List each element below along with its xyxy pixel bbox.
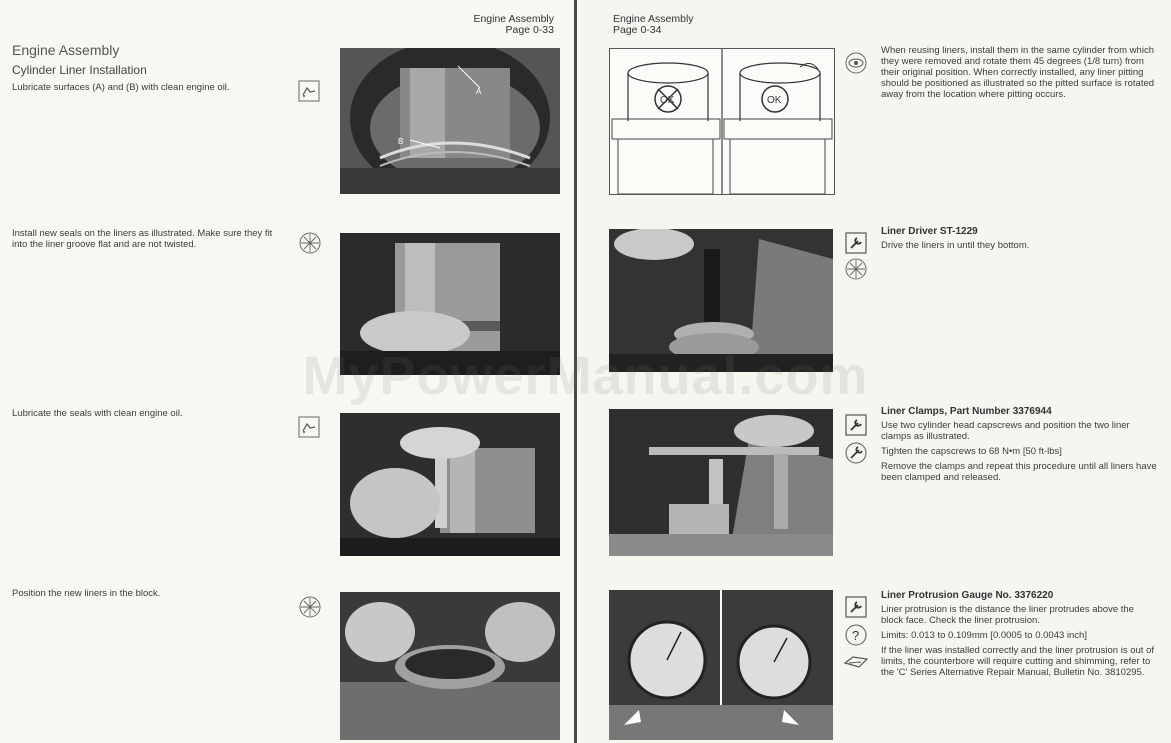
step-block-eye — [881, 45, 1157, 104]
step-text: Position the new liners in the block. — [12, 588, 161, 599]
header-page-number: Page 0-34 — [613, 24, 662, 36]
header-section: Engine Assembly — [473, 13, 554, 25]
step-paragraph: Remove the clamps and repeat this procedure until all liners have been clamped and released. — [881, 461, 1157, 483]
step-paragraph: When reusing liners, install them in the same cylinder from which they were removed and rotate them 45 degrees (1/8 turn) from their original position. When correctly installed, any liner pitting should be positioned as illustrated so the pitted surface is rotated away from the location where pitting occurs. — [881, 45, 1155, 100]
tool-wrench-icon — [845, 232, 867, 254]
step-paragraph: Use two cylinder head capscrews and position the two liner clamps as illustrated. — [881, 420, 1130, 442]
section-subtitle: Cylinder Liner Installation — [12, 63, 147, 77]
photo-liner-bore — [340, 48, 560, 194]
step-paragraph: Drive the liners in until they bottom. — [881, 240, 1030, 251]
diagram-label-ok: OK — [767, 95, 782, 106]
tool-heading: Liner Clamps, Part Number 3376944 — [881, 406, 1052, 417]
tool-heading: Liner Driver ST-1229 — [881, 226, 978, 237]
oil-can-icon — [298, 416, 320, 438]
step-block-liner-driver — [881, 226, 1157, 255]
step-block-liner-clamps — [881, 406, 1157, 487]
oil-can-icon — [298, 80, 320, 102]
photo-position-liners — [340, 592, 560, 740]
assembly-icon — [845, 258, 867, 280]
torque-wrench-icon — [845, 442, 867, 464]
limits-spec: Limits: 0.013 to 0.109mm [0.0005 to 0.0043 inch] — [881, 630, 1087, 641]
watermark: MyPowerManual.com — [302, 346, 869, 406]
svg-text:?: ? — [852, 628, 860, 643]
step-paragraph: If the liner was installed correctly and the liner protrusion is out of limits, the counterbore will require cutting and shimming, refer to the 'C' Series Alternative Repair Manual, Bulletin No. 3810295. — [881, 645, 1154, 678]
photo-lubricate-seals — [340, 413, 560, 556]
photo-label-a: A — [476, 87, 482, 96]
tool-heading: Liner Protrusion Gauge No. 3376220 — [881, 590, 1054, 601]
header-section: Engine Assembly — [613, 13, 694, 25]
question-icon — [845, 624, 867, 646]
diagram-label-not-ok: OK — [660, 95, 675, 106]
step-text: Lubricate surfaces (A) and (B) with clean engine oil. — [12, 82, 230, 93]
page-header-left — [473, 14, 554, 36]
page-title: Engine Assembly — [12, 42, 120, 58]
assembly-icon — [299, 596, 321, 618]
eye-icon — [845, 52, 867, 74]
step-paragraph: Liner protrusion is the distance the liner protrudes above the block face. Check the liner protrusion. — [881, 604, 1134, 626]
page-header-right — [613, 14, 694, 36]
photo-label-b: B — [398, 137, 404, 146]
photo-liner-clamps — [609, 409, 833, 556]
step-block-protrusion — [881, 590, 1157, 682]
photo-protrusion-gauge — [609, 590, 833, 740]
tool-wrench-icon — [845, 596, 867, 618]
diagram-liner-rotation — [609, 48, 835, 195]
repair-reference-icon — [843, 651, 869, 673]
step-text: Install new seals on the liners as illustrated. Make sure they fit into the liner groove flat and are not twisted. — [12, 228, 273, 250]
torque-spec: Tighten the capscrews to 68 N•m [50 ft-lbs] — [881, 446, 1062, 457]
step-text: Lubricate the seals with clean engine oil. — [12, 408, 183, 419]
header-page-number: Page 0-33 — [505, 24, 554, 36]
tool-wrench-icon — [845, 414, 867, 436]
assembly-icon — [299, 232, 321, 254]
